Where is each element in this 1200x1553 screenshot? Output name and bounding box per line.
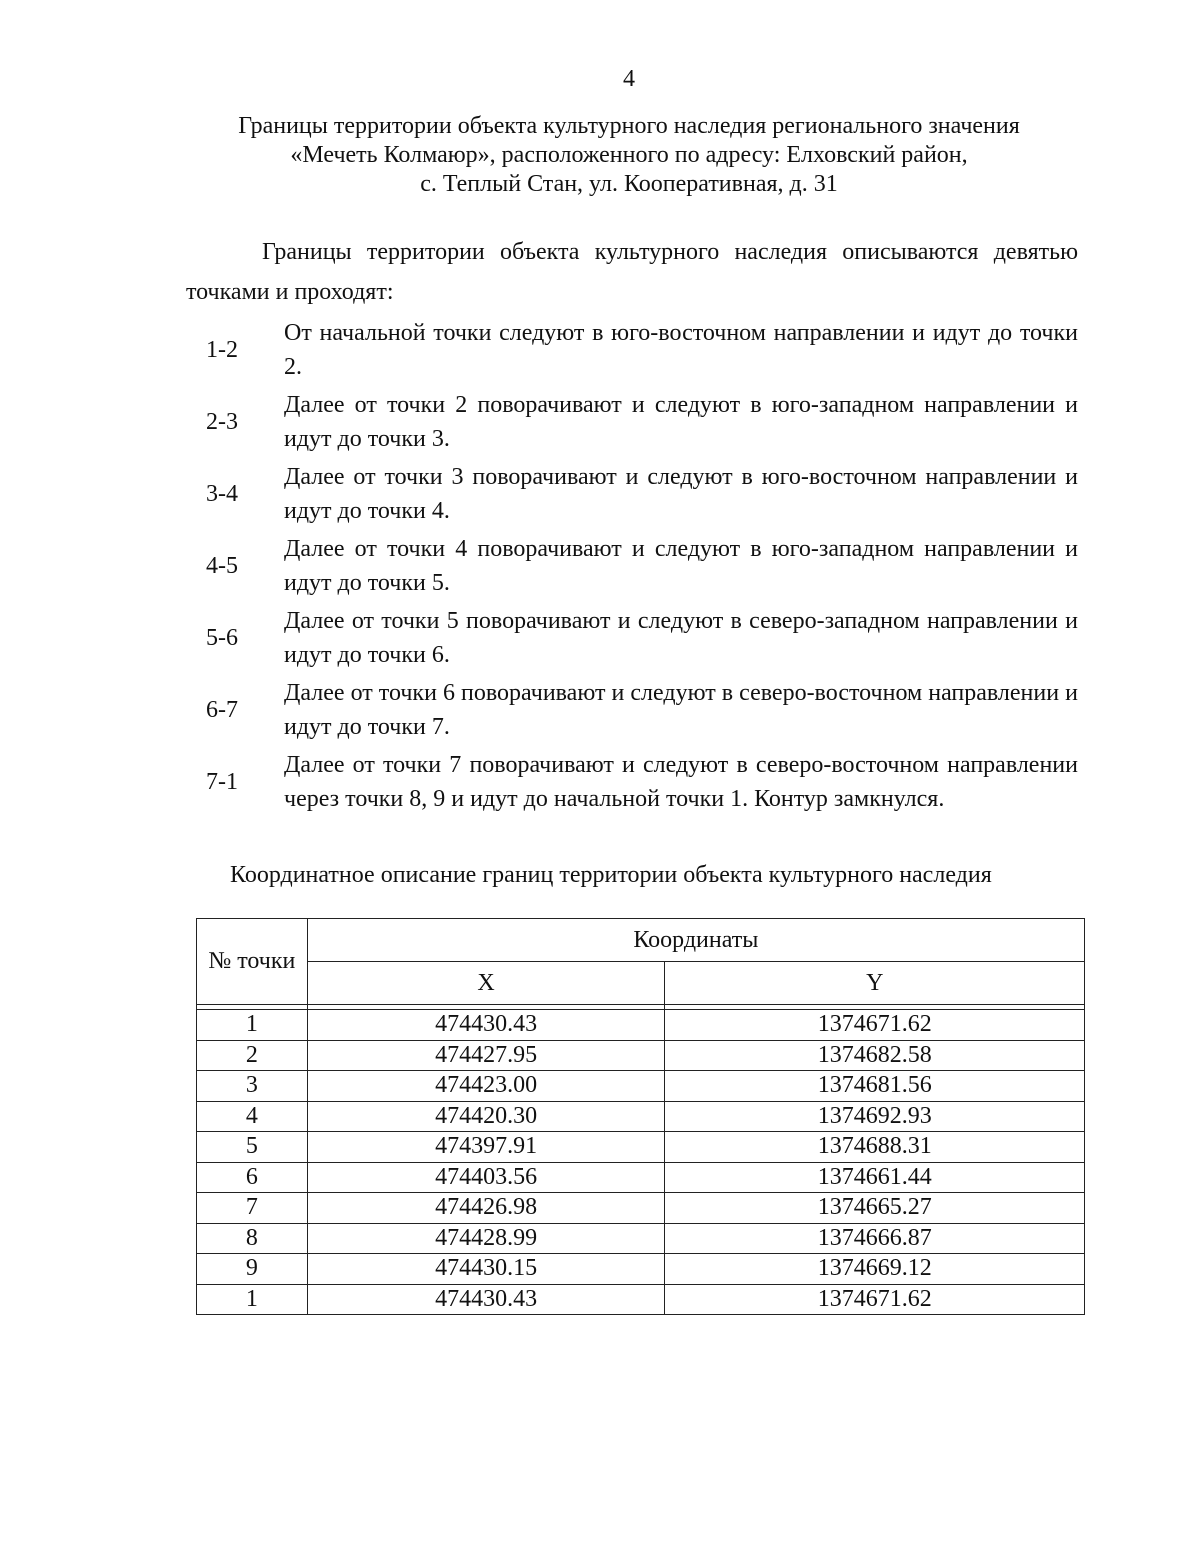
cell-point: 5 — [197, 1132, 308, 1163]
cell-x: 474430.43 — [307, 1010, 665, 1041]
cell-y: 1374692.93 — [665, 1101, 1085, 1132]
segment-text: Далее от точки 5 поворачивают и следуют в северо-западном направлении и идут до точки 6. — [284, 608, 1078, 668]
page-number: 4 — [623, 66, 635, 92]
cell-point: 3 — [197, 1071, 308, 1102]
document-title — [0, 112, 1200, 199]
cell-point: 2 — [197, 1040, 308, 1071]
segment-item — [200, 460, 1078, 528]
cell-y: 1374661.44 — [665, 1162, 1085, 1193]
cell-x: 474427.95 — [307, 1040, 665, 1071]
title-line-3: с. Теплый Стан, ул. Кооперативная, д. 31 — [420, 171, 838, 197]
coordinates-table — [196, 918, 1085, 1315]
segment-item — [200, 676, 1078, 744]
segment-label: 3-4 — [206, 480, 238, 507]
header-point-number: № точки — [197, 919, 308, 1005]
cell-point: 1 — [197, 1284, 308, 1315]
cell-y: 1374671.62 — [665, 1284, 1085, 1315]
segment-text: От начальной точки следуют в юго-восточном направлении и идут до точки 2. — [284, 320, 1078, 380]
segment-text: Далее от точки 2 поворачивают и следуют в юго-западном направлении и идут до точки 3. — [284, 392, 1078, 452]
header-y: Y — [665, 962, 1085, 1005]
segment-item — [200, 316, 1078, 384]
cell-point: 8 — [197, 1223, 308, 1254]
segment-label: 4-5 — [206, 552, 238, 579]
cell-point: 7 — [197, 1193, 308, 1224]
segment-text: Далее от точки 6 поворачивают и следуют в северо-восточном направлении и идут до точки 7. — [284, 680, 1078, 740]
segment-label: 7-1 — [206, 768, 238, 795]
cell-x: 474423.00 — [307, 1071, 665, 1102]
cell-point: 9 — [197, 1254, 308, 1285]
cell-x: 474430.15 — [307, 1254, 665, 1285]
table-row — [197, 1193, 1085, 1224]
segment-item — [200, 532, 1078, 600]
cell-y: 1374681.56 — [665, 1071, 1085, 1102]
table-row — [197, 1254, 1085, 1285]
cell-point: 4 — [197, 1101, 308, 1132]
segment-text: Далее от точки 3 поворачивают и следуют в юго-восточном направлении и идут до точки 4. — [284, 464, 1078, 524]
boundary-segments-list — [200, 316, 1078, 820]
cell-x: 474428.99 — [307, 1223, 665, 1254]
table-row — [197, 1010, 1085, 1041]
segment-label: 6-7 — [206, 696, 238, 723]
segment-item — [200, 748, 1078, 816]
segment-label: 5-6 — [206, 624, 238, 651]
cell-x: 474397.91 — [307, 1132, 665, 1163]
table-row — [197, 1132, 1085, 1163]
segment-label: 2-3 — [206, 408, 238, 435]
table-row — [197, 1162, 1085, 1193]
cell-y: 1374669.12 — [665, 1254, 1085, 1285]
segment-item — [200, 604, 1078, 672]
title-line-2: «Мечеть Колмаюр», расположенного по адресу: Елховский район, — [290, 142, 968, 168]
table-row — [197, 1223, 1085, 1254]
segment-item — [200, 388, 1078, 456]
segment-label: 1-2 — [206, 336, 238, 363]
table-row — [197, 1284, 1085, 1315]
table-row — [197, 1040, 1085, 1071]
table-caption: Координатное описание границ территории объекта культурного наследия — [230, 862, 992, 888]
cell-y: 1374666.87 — [665, 1223, 1085, 1254]
cell-y: 1374671.62 — [665, 1010, 1085, 1041]
cell-point: 6 — [197, 1162, 308, 1193]
cell-point: 1 — [197, 1010, 308, 1041]
cell-x: 474420.30 — [307, 1101, 665, 1132]
header-x: X — [307, 962, 665, 1005]
header-coordinates: Координаты — [307, 919, 1084, 962]
segment-text: Далее от точки 7 поворачивают и следуют в северо-восточном направлении через точки 8, 9 и идут до начальной точки 1. Контур замкнулся. — [284, 752, 1078, 812]
cell-y: 1374665.27 — [665, 1193, 1085, 1224]
table-row — [197, 1101, 1085, 1132]
intro-paragraph: Границы территории объекта культурного наследия описываются девятью точками и проходят: — [186, 239, 1078, 305]
cell-x: 474426.98 — [307, 1193, 665, 1224]
cell-y: 1374682.58 — [665, 1040, 1085, 1071]
title-line-1: Границы территории объекта культурного наследия регионального значения — [238, 113, 1020, 139]
cell-x: 474403.56 — [307, 1162, 665, 1193]
cell-y: 1374688.31 — [665, 1132, 1085, 1163]
cell-x: 474430.43 — [307, 1284, 665, 1315]
segment-text: Далее от точки 4 поворачивают и следуют в юго-западном направлении и идут до точки 5. — [284, 536, 1078, 596]
table-row — [197, 1071, 1085, 1102]
